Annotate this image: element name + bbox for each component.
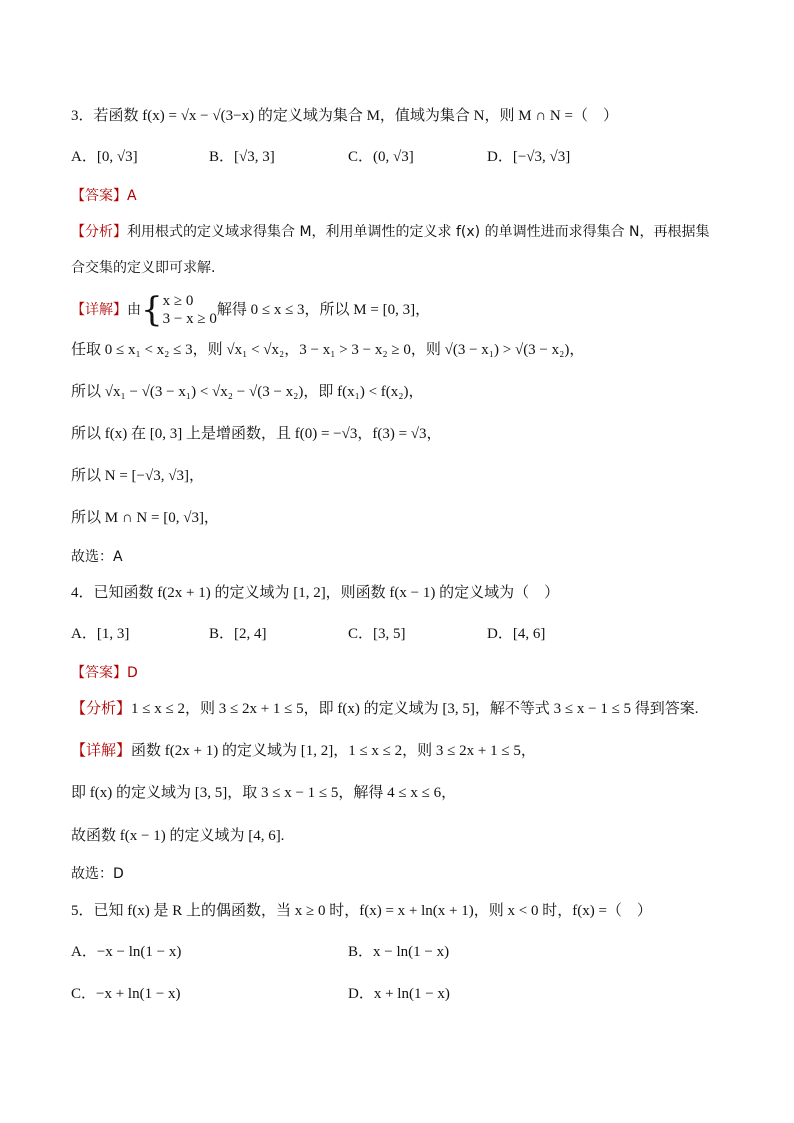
option-label: A． [71,626,97,642]
q3-detail-line-6: 所以 M ∩ N = [0, √3]， [71,510,219,526]
detail-tag: 【详解】 [71,743,132,759]
option-label: C． [348,149,374,165]
answer-tag: 【答案】 [71,665,127,681]
option-value: [−√3, √3] [512,149,571,165]
analysis-text: 1 ≤ x ≤ 2，则 3 ≤ 2x + 1 ≤ 5，即 f(x) 的定义域为 [3, 5]，解不等式 3 ≤ x − 1 ≤ 5 得到答案. [131,701,699,717]
option-value: −x − ln(1 − x) [96,944,182,960]
q3-choose: 故选：A [71,549,123,565]
q5-option-d [348,984,450,1004]
q4-option-c [348,624,406,644]
q4-option-b [209,624,267,644]
q4-choose: 故选：D [71,866,124,882]
option-value: x − ln(1 − x) [373,944,450,960]
option-label: D． [487,626,513,642]
detail-pre: 由 [127,302,141,318]
option-value: [0, √3] [96,149,138,165]
detail-post: 解得 0 ≤ x ≤ 3，所以 M = [0, 3]， [216,302,431,318]
q3-analysis-line-2: 合交集的定义即可求解. [71,260,216,276]
q4-stem: 4．已知函数 f(2x + 1) 的定义域为 [1, 2]，则函数 f(x − 1) 的定义域为（ ） [71,585,560,601]
analysis-tag: 【分析】 [71,701,132,717]
q4-option-a [71,624,129,644]
q5-stem: 5．已知 f(x) 是 R 上的偶函数，当 x ≥ 0 时，f(x) = x + ln(x + 1)，则 x < 0 时，f(x) =（ ） [71,903,652,919]
option-value: (0, √3] [373,149,414,165]
q4-answer [71,663,138,683]
q4-detail-line-3: 故函数 f(x − 1) 的定义域为 [4, 6]. [71,828,285,844]
inequality-system [163,292,217,328]
answer-value: A [127,188,137,204]
option-label: B． [209,149,235,165]
system-row-2: 3 − x ≥ 0 [162,311,217,327]
q4-detail-line-2: 即 f(x) 的定义域为 [3, 5]，取 3 ≤ x − 1 ≤ 5，解得 4 ≤ x ≤ 6， [71,785,457,801]
q5-option-a [71,942,181,962]
option-label: A． [71,149,97,165]
option-value: [√3, 3] [234,149,275,165]
q3-detail-line-3: 所以 √x₁ − √(3 − x₁) < √x₂ − √(3 − x₂)，即 f(x₁) < f(x₂)， [71,384,424,400]
option-label: A． [71,944,97,960]
q3-analysis-line-1 [71,222,710,242]
q3-detail-line-4: 所以 f(x) 在 [0, 3] 上是增函数，且 f(0) = −√3，f(3) = √3， [71,426,442,442]
option-value: [1, 3] [96,626,130,642]
detail-tag: 【详解】 [71,302,127,318]
option-value: [4, 6] [512,626,546,642]
analysis-tag: 【分析】 [71,224,127,240]
q3-stem: 3．若函数 f(x) = √x − √(3−x) 的定义域为集合 M，值域为集合 N，则 M ∩ N =（ ） [71,108,618,124]
q5-option-c [71,984,181,1004]
option-label: D． [487,149,513,165]
q3-answer [71,186,137,206]
q3-detail-line-1 [71,292,430,328]
q4-analysis [71,699,699,719]
option-label: C． [348,626,374,642]
option-value: [2, 4] [234,626,267,642]
system-row-1: x ≥ 0 [162,293,194,309]
option-value: −x + ln(1 − x) [96,986,181,1002]
detail-text: 函数 f(2x + 1) 的定义域为 [1, 2]，1 ≤ x ≤ 2，则 3 ≤ 2x + 1 ≤ 5， [131,743,536,759]
option-label: D． [348,986,374,1002]
option-label: C． [71,986,97,1002]
option-value: x + ln(1 − x) [373,986,450,1002]
q4-option-d [487,624,545,644]
q3-detail-line-5: 所以 N = [−√3, √3]， [71,468,204,484]
answer-value: D [127,665,138,681]
option-value: [3, 5] [373,626,406,642]
q3-option-c [348,147,414,167]
left-brace-icon: { [141,290,163,330]
option-label: B． [348,944,374,960]
q4-detail-line-1 [71,741,536,761]
option-label: B． [209,626,235,642]
q3-option-d [487,147,570,167]
q5-option-b [348,942,449,962]
analysis-text: 利用根式的定义域求得集合 M，利用单调性的定义求 f(x) 的单调性进而求得集合 N，再根据集 [127,224,710,240]
q3-option-b [209,147,275,167]
q3-option-a [71,147,138,167]
q3-detail-line-2: 任取 0 ≤ x₁ < x₂ ≤ 3，则 √x₁ < √x₂，3 − x₁ > 3 − x₂ ≥ 0，则 √(3 − x₁) > √(3 − x₂)， [71,342,585,358]
answer-tag: 【答案】 [71,188,127,204]
